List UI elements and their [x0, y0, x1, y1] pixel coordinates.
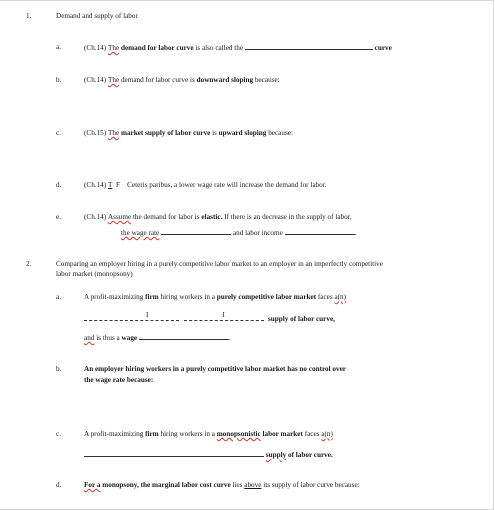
q1e-pre: the demand for labor is: [132, 213, 200, 221]
question-2-title-line2: labor market (monopsony): [56, 270, 133, 278]
q1b-the: The: [107, 76, 120, 84]
q2a-blank-1[interactable]: [84, 312, 179, 321]
q1e-post: If there is an decrease in the supply of labor,: [222, 213, 352, 221]
q1a-ref: (Ch.14): [84, 44, 107, 52]
q2a-an: a(n): [334, 293, 347, 301]
q1e-line2: [121, 227, 356, 238]
q2a-answer1: I: [146, 311, 149, 319]
q2c-pre: A profit-maximizing: [84, 430, 144, 438]
q2a-period: .: [228, 334, 231, 342]
q2a-bold2: purely competitive labor market: [216, 293, 317, 301]
question-1-title: Demand and supply of labor: [56, 12, 138, 20]
q1c-bold1: market supply of labor curve: [120, 129, 211, 137]
q2a-pre: A profit-maximizing: [84, 293, 144, 301]
q2a-bold1: firm: [145, 293, 159, 301]
q2d-for-a: For a: [84, 481, 101, 489]
q2d-lies: lies: [232, 481, 243, 489]
q1c-text: [84, 128, 293, 138]
q1b-text: [84, 75, 280, 85]
q2c-faces: faces: [304, 430, 320, 438]
q2a-faces: faces: [317, 293, 333, 301]
q2c-supply: supply: [265, 451, 287, 459]
q1a-end: curve: [374, 44, 392, 52]
q1b-letter: b.: [56, 76, 62, 84]
q1c-ref: (Ch.15): [84, 129, 107, 137]
q1c-the: The: [107, 129, 120, 137]
q2c-monopsonistic: monopsonistic: [216, 430, 261, 438]
q1a-text: [84, 42, 392, 53]
q1a-letter: a.: [56, 43, 61, 51]
q2a-bold3: supply of labor curve,: [267, 315, 335, 323]
q1e-assume: Assume: [107, 213, 132, 221]
q2c-of-labor: of labor curve.: [287, 451, 333, 459]
q2d-bold: monopsony, the marginal labor cost curve: [102, 481, 231, 489]
q2a-answer2: I: [222, 311, 225, 319]
q2a-bold4: wage: [121, 334, 138, 342]
q2c-answer-blank[interactable]: [84, 449, 264, 457]
q1c-letter: c.: [56, 129, 61, 137]
q2b-line1-text: An employer hiring workers in a purely competitive labor market has no control over: [84, 365, 346, 373]
q2d-post: its supply of labor curve because:: [263, 481, 360, 489]
q2c-letter: c.: [56, 430, 61, 438]
q2d-above: above: [244, 481, 262, 489]
q1d-false-option: F: [115, 181, 120, 189]
q1d-statement: Ceteris paribus, a lower wage rate will increase the demand for labor.: [127, 181, 327, 189]
q1d-letter: d.: [56, 181, 62, 189]
q2c-line1: [84, 429, 333, 439]
q2b-line2: [84, 375, 153, 385]
question-1-number: 1.: [26, 12, 32, 20]
question-2-number: 2.: [26, 260, 32, 268]
q2c-mid: hiring workers in a: [160, 430, 215, 438]
q2c-an: a(n): [321, 430, 333, 438]
q1d-true-option: T: [107, 181, 113, 189]
q2b-letter: b.: [56, 365, 62, 373]
q2a-mid: hiring workers in a: [160, 293, 215, 301]
question-2-title-line1: Comparing an employer hiring in a purely competitive labor market to an employer in an imperfectly competitive: [56, 260, 383, 268]
q1b-bold: downward sloping: [196, 76, 254, 84]
q1e-and-income: and labor income: [232, 229, 283, 237]
q2a-thus: is thus a: [96, 334, 120, 342]
q2c-bold2: labor market: [262, 430, 303, 438]
q1c-bold2: upward sloping: [218, 129, 267, 137]
q2a-line3: [84, 332, 231, 343]
q1d-ref: (Ch.14): [84, 181, 107, 189]
q2b-line2-text: the wage rate because:: [84, 376, 154, 384]
q2d-text: [84, 480, 360, 490]
q1b-ref: (Ch.14): [84, 76, 107, 84]
q2b-line1: [84, 364, 346, 374]
q1b-pre: demand for labor curve is: [120, 76, 195, 84]
q2a-blank-2[interactable]: [184, 312, 264, 321]
q2c-bold1: firm: [145, 430, 159, 438]
q1d-text: [84, 180, 327, 190]
q1e-line1: [84, 212, 352, 222]
q1e-letter: e.: [56, 213, 61, 221]
q2c-line2: [84, 449, 333, 460]
q1e-period: .: [354, 229, 357, 237]
q1a-bold: demand for labor curve: [120, 44, 194, 52]
q1c-post: because:: [268, 129, 293, 137]
q1e-income-blank[interactable]: [285, 227, 355, 235]
q1e-wage-blank[interactable]: [161, 227, 231, 235]
q1b-post: because:: [254, 76, 280, 84]
q1a-answer-blank[interactable]: [245, 42, 373, 50]
q2a-line2: [84, 312, 335, 324]
q2a-and: and: [84, 334, 95, 342]
q2a-letter: a.: [56, 293, 61, 301]
q1a-rest: is also called the: [195, 44, 244, 52]
q1e-the-wage: the wage rate: [121, 229, 160, 237]
q2a-line1: [84, 292, 346, 302]
q1e-ref: (Ch.14): [84, 213, 107, 221]
q1a-the: The: [107, 44, 120, 52]
q1c-is: is: [212, 129, 217, 137]
q1e-bold: elastic.: [201, 213, 223, 221]
q2a-wage-blank[interactable]: [139, 332, 229, 340]
q2d-letter: d.: [56, 481, 62, 489]
